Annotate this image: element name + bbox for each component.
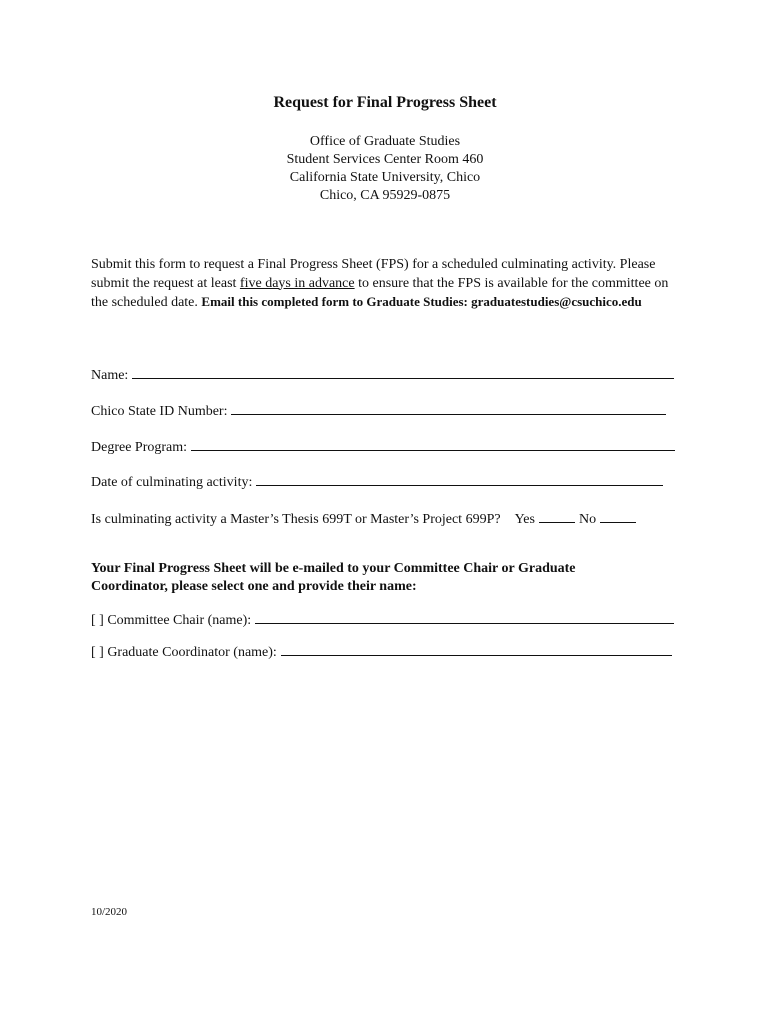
thesis-question-field — [91, 508, 636, 528]
committee-chair-label[interactable]: [ ] Committee Chair (name): — [91, 613, 252, 628]
address-line: California State University, Chico — [289, 170, 481, 185]
date-input-line[interactable] — [256, 471, 663, 486]
name-label: Name: — [91, 368, 129, 383]
instructions-text: Submit this form to request a Final Progress Sheet (FPS) for a scheduled culminating activity. Please submit the request at least — [91, 257, 656, 291]
graduate-coordinator-label[interactable]: [ ] Graduate Coordinator (name): — [91, 645, 277, 660]
deadline-emphasis: five days in advance — [239, 275, 355, 291]
id-label: Chico State ID Number: — [91, 404, 228, 419]
address-line: Chico, CA 95929-0875 — [319, 188, 451, 203]
id-field — [91, 400, 666, 420]
id-input-line[interactable] — [231, 400, 666, 415]
graduate-coordinator-option — [91, 641, 672, 661]
committee-chair-option — [91, 609, 674, 629]
recipient-notice: Your Final Progress Sheet will be e-mailed to your Committee Chair or Graduate Coordinator, please select one and provide their name: — [91, 561, 576, 594]
degree-input-line[interactable] — [191, 436, 675, 451]
form-title: Request for Final Progress Sheet — [273, 94, 497, 111]
degree-field — [91, 436, 675, 456]
instructions-text-2: to ensure that the FPS is available for the committee on the scheduled date. — [91, 275, 669, 310]
date-field — [91, 471, 663, 491]
graduate-coordinator-input-line[interactable] — [281, 641, 672, 656]
address-line: Office of Graduate Studies — [309, 134, 461, 149]
thesis-question: Is culminating activity a Master’s Thesis 699T or Master’s Project 699P? — [91, 512, 501, 527]
no-input-line[interactable] — [600, 508, 636, 523]
degree-label: Degree Program: — [91, 440, 188, 455]
address-line: Student Services Center Room 460 — [286, 152, 484, 167]
no-label: No — [578, 512, 597, 527]
yes-input-line[interactable] — [539, 508, 575, 523]
committee-chair-input-line[interactable] — [255, 609, 674, 624]
name-input-line[interactable] — [132, 364, 674, 379]
office-address — [0, 133, 770, 205]
instructions-paragraph — [91, 256, 686, 313]
email-instruction: Email this completed form to Graduate Studies: graduatestudies@csuchico.edu — [201, 294, 642, 309]
yes-label: Yes — [514, 512, 535, 527]
date-label: Date of culminating activity: — [91, 475, 253, 490]
name-field — [91, 364, 674, 384]
revision-date: 10/2020 — [91, 906, 128, 918]
